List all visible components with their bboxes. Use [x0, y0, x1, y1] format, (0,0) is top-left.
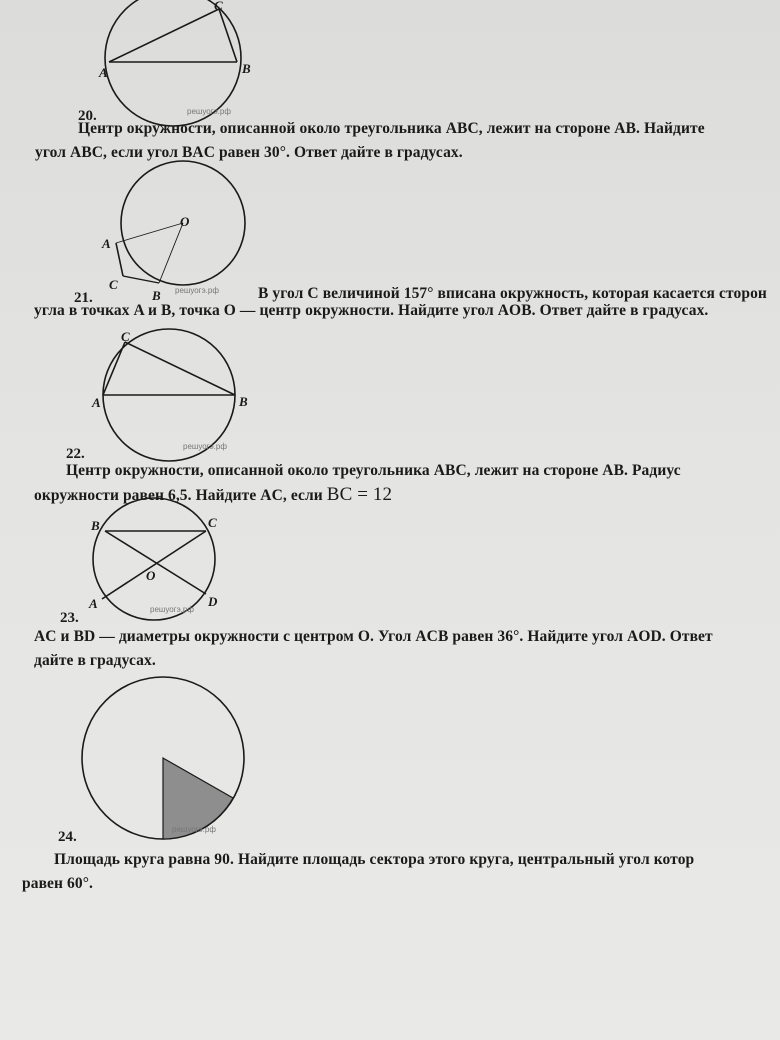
problem-22-condition: BC = 12: [326, 484, 393, 505]
point-b-22: B: [239, 394, 248, 409]
circle-23: [93, 498, 215, 620]
point-a-21: A: [102, 236, 111, 251]
point-b-23: B: [91, 518, 100, 533]
figure-23: [80, 500, 250, 630]
point-c-23: C: [208, 515, 217, 530]
watermark-23: решуогэ.рф: [150, 605, 194, 614]
point-d-23: D: [208, 594, 218, 609]
watermark-24: решуогэ.рф: [172, 825, 216, 834]
problem-23-line2: дайте в градусах.: [34, 652, 156, 669]
diameter-ac-23: [102, 531, 206, 599]
point-c-20: C: [214, 0, 223, 13]
segment-ac-20: [109, 9, 219, 62]
problem-22-line1: Центр окружности, описанной около треугольника ABC, лежит на стороне AB. Радиус: [66, 462, 681, 479]
problem-number-21: 21.: [74, 290, 93, 306]
problem-number-24: 24.: [58, 829, 77, 845]
point-b-21: B: [152, 288, 161, 303]
problem-24-line2: равен 60°.: [22, 875, 93, 892]
point-a-22: A: [92, 395, 101, 410]
radius-ob-21: [159, 223, 183, 283]
side-ca-21: [116, 243, 123, 276]
problem-20-line2: угол ABC, если угол BAC равен 30°. Ответ дайте в градусах.: [35, 144, 463, 161]
segment-cb-22: [125, 342, 235, 395]
figure-22: [92, 325, 265, 465]
watermark-20: решуогэ.рф: [187, 107, 231, 116]
problem-22-line2-text: окружности равен 6,5. Найдите AC, если: [34, 487, 323, 504]
point-o-23: O: [146, 568, 156, 583]
problem-number-20: 20.: [78, 108, 97, 124]
radius-oa-21: [116, 223, 183, 243]
point-a-20: A: [99, 65, 108, 80]
problem-21-line2: угла в точках A и B, точка O — центр окружности. Найдите угол AOB. Ответ дайте в градусах.: [34, 302, 709, 319]
segment-ac-22: [103, 342, 125, 395]
point-c-22: C: [121, 329, 130, 344]
problem-21-line1: В угол C величиной 157° вписана окружность, которая касается сторон: [258, 285, 767, 302]
point-o-21: O: [180, 214, 190, 229]
figure-24: [80, 680, 260, 840]
problem-number-23: 23.: [60, 610, 79, 626]
problem-number-22: 22.: [66, 446, 85, 462]
figure-20: [95, 0, 265, 125]
problem-23-line1: AC и BD — диаметры окружности с центром O. Угол ACB равен 36°. Найдите угол AOD. Ответ: [34, 628, 713, 645]
watermark-21: решуогэ.рф: [175, 286, 219, 295]
point-b-20: B: [242, 61, 251, 76]
problem-24-line1: Площадь круга равна 90. Найдите площадь сектора этого круга, центральный угол котор: [54, 851, 695, 868]
figure-21: [95, 160, 265, 303]
point-a-23: A: [89, 596, 98, 611]
watermark-22: решуогэ.рф: [183, 442, 227, 451]
point-c-21: C: [109, 277, 118, 292]
problem-20-line1: Центр окружности, описанной около треугольника ABC, лежит на стороне AB. Найдите: [78, 120, 705, 137]
